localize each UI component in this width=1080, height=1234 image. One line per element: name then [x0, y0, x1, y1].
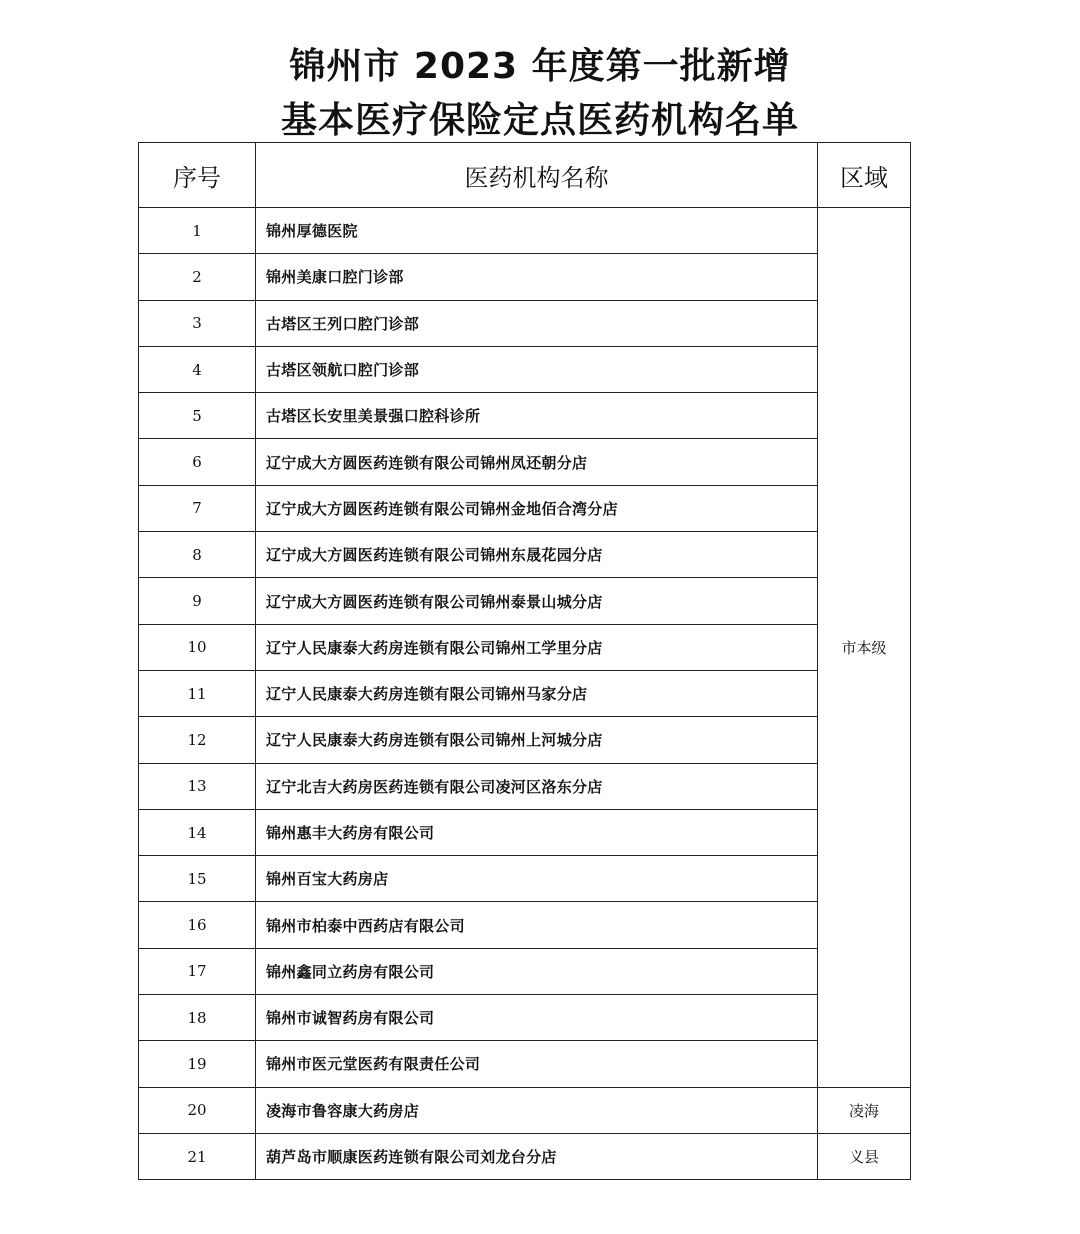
- table-row: [139, 346, 911, 392]
- institution-name: 锦州百宝大药房店: [256, 856, 818, 902]
- region-cell-city: 市本级: [818, 208, 911, 1088]
- institution-name: 辽宁成大方圆医药连锁有限公司锦州东晟花园分店: [256, 532, 818, 578]
- row-number: 6: [139, 439, 256, 485]
- institution-name: 辽宁人民康泰大药房连锁有限公司锦州马家分店: [256, 670, 818, 716]
- page-title-line-1: 锦州市 2023 年度第一批新增: [289, 46, 791, 87]
- row-number: 5: [139, 393, 256, 439]
- row-number: 3: [139, 300, 256, 346]
- row-number: 8: [139, 532, 256, 578]
- header-name: 医药机构名称: [256, 143, 818, 208]
- institution-name: 锦州市诚智药房有限公司: [256, 995, 818, 1041]
- table-row: [139, 254, 911, 300]
- row-number: 1: [139, 208, 256, 254]
- row-number: 2: [139, 254, 256, 300]
- table-row: [139, 670, 911, 716]
- institution-name: 锦州鑫同立药房有限公司: [256, 948, 818, 994]
- institution-name: 凌海市鲁容康大药房店: [256, 1087, 818, 1133]
- page-title-line-2: 基本医疗保险定点医药机构名单: [280, 100, 799, 141]
- row-number: 15: [139, 856, 256, 902]
- institution-name: 辽宁成大方圆医药连锁有限公司锦州金地佰合湾分店: [256, 485, 818, 531]
- institution-name: 锦州厚德医院: [256, 208, 818, 254]
- institution-name: 古塔区王列口腔门诊部: [256, 300, 818, 346]
- row-number: 16: [139, 902, 256, 948]
- table-row: [139, 439, 911, 485]
- table-row: [139, 208, 911, 254]
- institution-name: 古塔区领航口腔门诊部: [256, 346, 818, 392]
- table-row: [139, 1133, 911, 1179]
- institution-name: 辽宁人民康泰大药房连锁有限公司锦州上河城分店: [256, 717, 818, 763]
- row-number: 21: [139, 1133, 256, 1179]
- header-number: 序号: [139, 143, 256, 208]
- table-row: [139, 578, 911, 624]
- region-cell-linghai: 凌海: [818, 1087, 911, 1133]
- row-number: 7: [139, 485, 256, 531]
- table-row: [139, 948, 911, 994]
- table-row: [139, 809, 911, 855]
- region-cell-yixian: 义县: [818, 1133, 911, 1179]
- institution-name: 锦州市柏泰中西药店有限公司: [256, 902, 818, 948]
- institution-name: 辽宁成大方圆医药连锁有限公司锦州凤还朝分店: [256, 439, 818, 485]
- institution-name: 锦州市医元堂医药有限责任公司: [256, 1041, 818, 1087]
- row-number: 10: [139, 624, 256, 670]
- row-number: 4: [139, 346, 256, 392]
- institution-name: 葫芦岛市顺康医药连锁有限公司刘龙台分店: [256, 1133, 818, 1179]
- row-number: 20: [139, 1087, 256, 1133]
- institution-name: 辽宁北吉大药房医药连锁有限公司凌河区洛东分店: [256, 763, 818, 809]
- table-row: [139, 1087, 911, 1133]
- table-row: [139, 995, 911, 1041]
- row-number: 14: [139, 809, 256, 855]
- row-number: 18: [139, 995, 256, 1041]
- table-row: [139, 856, 911, 902]
- row-number: 17: [139, 948, 256, 994]
- row-number: 13: [139, 763, 256, 809]
- institution-name: 古塔区长安里美景强口腔科诊所: [256, 393, 818, 439]
- table-header-row: [139, 143, 911, 208]
- row-number: 9: [139, 578, 256, 624]
- table-row: [139, 763, 911, 809]
- table-row: [139, 532, 911, 578]
- table-row: [139, 393, 911, 439]
- row-number: 11: [139, 670, 256, 716]
- table-row: [139, 717, 911, 763]
- table-row: [139, 624, 911, 670]
- table-row: [139, 485, 911, 531]
- header-region: 区域: [818, 143, 911, 208]
- table-row: [139, 902, 911, 948]
- table-row: [139, 1041, 911, 1087]
- table-row: [139, 300, 911, 346]
- row-number: 12: [139, 717, 256, 763]
- institution-name: 锦州美康口腔门诊部: [256, 254, 818, 300]
- institution-name: 辽宁成大方圆医药连锁有限公司锦州泰景山城分店: [256, 578, 818, 624]
- institution-table: [138, 142, 911, 1180]
- institution-name: 锦州惠丰大药房有限公司: [256, 809, 818, 855]
- row-number: 19: [139, 1041, 256, 1087]
- institution-name: 辽宁人民康泰大药房连锁有限公司锦州工学里分店: [256, 624, 818, 670]
